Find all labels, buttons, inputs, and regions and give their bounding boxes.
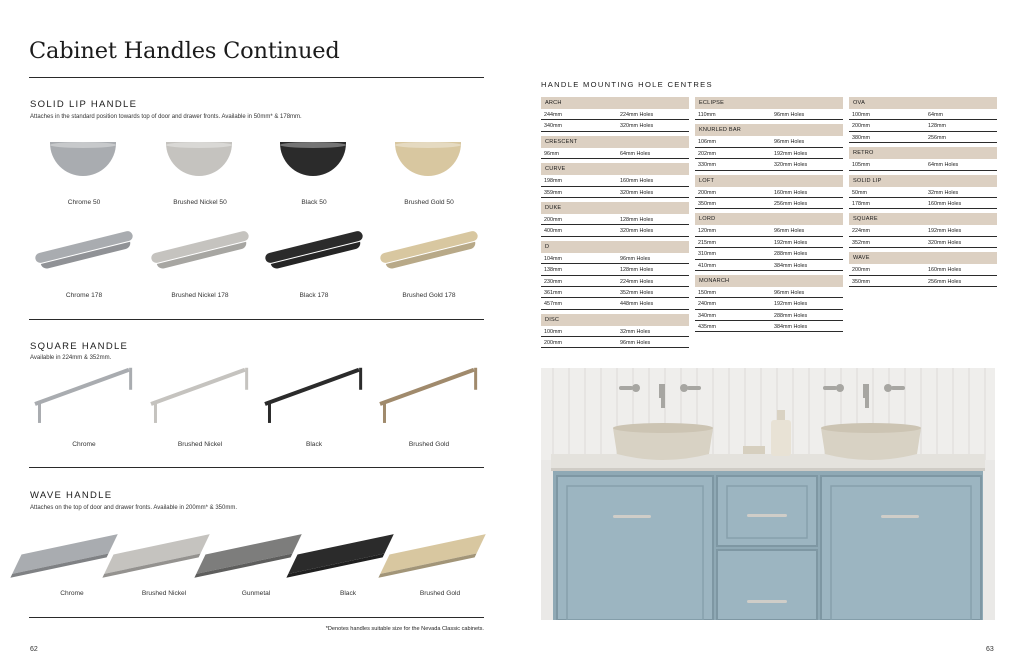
handle-length: 105mm	[852, 162, 870, 169]
group-header: LORD	[695, 213, 843, 225]
solid-lip-handle-image	[280, 142, 346, 176]
table-row	[849, 120, 997, 131]
table-row	[695, 148, 843, 159]
table-row	[695, 109, 843, 120]
square-handle-image	[34, 368, 129, 406]
hole-centre: 96mm Holes	[774, 289, 805, 296]
handle-length: 350mm	[698, 200, 716, 207]
handle-group-eclipse	[695, 97, 843, 120]
handle-length: 380mm	[852, 134, 870, 141]
hole-centre: 224mm Holes	[620, 278, 654, 285]
handle-length: 200mm	[544, 340, 562, 347]
table-row	[541, 253, 689, 264]
table-row	[695, 310, 843, 321]
handle-group-crescent	[541, 136, 689, 159]
hole-centre: 192mm Holes	[774, 150, 808, 157]
handle-length: 352mm	[852, 239, 870, 246]
table-row	[541, 326, 689, 337]
handle-length: 106mm	[698, 139, 716, 146]
vanity-illustration	[541, 368, 995, 620]
section-divider	[29, 319, 484, 320]
solid-lip-handle-image	[166, 142, 232, 176]
table-row	[849, 237, 997, 248]
hole-centre: 160mm Holes	[620, 178, 654, 185]
product-caption: Brushed Nickel 178	[171, 292, 229, 299]
hole-centre: 288mm Holes	[774, 251, 808, 258]
table-row	[695, 187, 843, 198]
table-row	[849, 276, 997, 287]
square-handle-image	[150, 368, 245, 406]
handle-length: 410mm	[698, 262, 716, 269]
product-caption: Gunmetal	[241, 590, 271, 597]
hole-centre: 96mm Holes	[620, 340, 651, 347]
hole-centre: 352mm Holes	[620, 289, 654, 296]
product-chrome-178	[29, 228, 139, 302]
solid-lip-description: Attaches in the standard position towards top of door and drawer fronts. Available in 50mm* & 178mm.	[30, 114, 302, 120]
handle-length: 96mm	[544, 150, 559, 157]
wave-description: Attaches on the top of door and drawer fronts. Available in 200mm* & 350mm.	[30, 505, 238, 511]
handle-length: 435mm	[698, 324, 716, 331]
table-row	[695, 298, 843, 309]
handle-length: 200mm	[852, 123, 870, 130]
handle-length: 310mm	[698, 251, 716, 258]
product-brushed-gold	[374, 368, 484, 451]
solid-lip-handle-image	[50, 142, 116, 176]
wave-handle-image	[104, 534, 210, 574]
handle-length: 202mm	[698, 150, 716, 157]
handle-length: 330mm	[698, 162, 716, 169]
group-header: CRESCENT	[541, 136, 689, 148]
handle-group-d	[541, 241, 689, 310]
hole-centre: 320mm Holes	[928, 239, 962, 246]
handle-length: 340mm	[544, 123, 562, 130]
wave-handle-image	[196, 534, 302, 574]
handle-length: 359mm	[544, 189, 562, 196]
group-header: KNURLED BAR	[695, 124, 843, 136]
handle-group-wave	[849, 252, 997, 287]
table-row	[541, 298, 689, 309]
product-brushed-gold-50	[374, 138, 484, 209]
product-black	[259, 368, 369, 451]
table-row	[849, 132, 997, 143]
group-header: CURVE	[541, 163, 689, 175]
solid-lip-bar-image	[150, 230, 249, 264]
hole-centre: 256mm	[928, 134, 946, 141]
table-column-1	[541, 97, 689, 352]
wave-handle-image	[12, 534, 118, 574]
handle-group-monarch	[695, 275, 843, 333]
handle-length: 361mm	[544, 289, 562, 296]
handle-group-retro	[849, 147, 997, 170]
group-header: DISC	[541, 314, 689, 326]
handle-group-ova	[849, 97, 997, 143]
table-row	[695, 237, 843, 248]
group-header: ARCH	[541, 97, 689, 109]
table-row	[541, 148, 689, 159]
hole-centre: 448mm Holes	[620, 301, 654, 308]
table-row	[541, 120, 689, 131]
hole-centre: 256mm Holes	[928, 278, 962, 285]
title-divider	[29, 77, 484, 78]
handle-length: 230mm	[544, 278, 562, 285]
table-row	[695, 159, 843, 170]
handle-group-disc	[541, 314, 689, 349]
hole-centre: 128mm Holes	[620, 216, 654, 223]
handle-length: 110mm	[698, 112, 716, 118]
hole-centre: 160mm Holes	[928, 267, 962, 274]
handle-length: 457mm	[544, 301, 562, 308]
table-row	[695, 287, 843, 298]
table-row	[541, 276, 689, 287]
table-row	[541, 287, 689, 298]
table-row	[695, 321, 843, 332]
solid-lip-bar-image	[264, 230, 363, 264]
product-brushed-gold-178	[374, 228, 484, 302]
solid-lip-bar-image	[379, 230, 478, 264]
handle-length: 138mm	[544, 267, 562, 274]
wave-handle-image	[380, 534, 486, 574]
product-brushed-nickel	[145, 368, 255, 451]
product-caption: Brushed Nickel	[177, 441, 223, 448]
group-header: SOLID LIP	[849, 175, 997, 187]
hole-centre: 384mm Holes	[774, 324, 808, 331]
table-column-3	[849, 97, 997, 291]
footnote: *Denotes handles suitable size for the Nevada Classic cabinets.	[325, 626, 484, 632]
table-row	[541, 225, 689, 236]
page-number-right: 63	[986, 646, 994, 653]
vanity-photo	[541, 368, 995, 620]
hole-centre: 96mm Holes	[774, 139, 805, 146]
handle-length: 100mm	[852, 112, 870, 118]
hole-centre: 192mm Holes	[774, 239, 808, 246]
handle-group-arch	[541, 97, 689, 132]
product-caption: Black	[305, 441, 323, 448]
table-row	[541, 264, 689, 275]
hole-centre: 320mm Holes	[620, 228, 654, 235]
group-header: DUKE	[541, 202, 689, 214]
hole-centre: 96mm Holes	[620, 255, 651, 262]
square-heading: SQUARE HANDLE	[30, 341, 129, 352]
product-caption: Brushed Nickel 50	[173, 199, 227, 206]
group-header: D	[541, 241, 689, 253]
handle-group-duke	[541, 202, 689, 237]
handle-length: 240mm	[698, 301, 716, 308]
handle-group-solid-lip	[849, 175, 997, 210]
handle-group-lord	[695, 213, 843, 271]
product-black-178	[259, 228, 369, 302]
product-caption: Black 178	[299, 292, 329, 299]
handle-length: 50mm	[852, 189, 867, 196]
hole-centre: 32mm Holes	[620, 328, 651, 335]
section-divider	[29, 467, 484, 468]
handle-length: 104mm	[544, 255, 562, 262]
group-header: SQUARE	[849, 213, 997, 225]
table-row	[695, 198, 843, 209]
handle-group-square	[849, 213, 997, 248]
hole-centre: 32mm Holes	[928, 189, 959, 196]
product-chrome	[29, 368, 139, 451]
handle-group-knurled-bar	[695, 124, 843, 170]
table-row	[541, 214, 689, 225]
hole-centre: 224mm Holes	[620, 112, 654, 118]
table-row	[849, 198, 997, 209]
square-handle-image	[264, 368, 359, 406]
handle-length: 198mm	[544, 178, 562, 185]
table-row	[849, 225, 997, 236]
product-black-50	[259, 138, 369, 209]
footer-divider	[29, 617, 484, 618]
group-header: MONARCH	[695, 275, 843, 287]
hole-centre: 192mm Holes	[774, 301, 808, 308]
table-row	[541, 187, 689, 198]
handle-group-loft	[695, 175, 843, 210]
handle-length: 178mm	[852, 200, 870, 207]
hole-centre: 160mm Holes	[928, 200, 962, 207]
product-caption: Brushed Gold	[419, 590, 461, 597]
table-row	[849, 109, 997, 120]
product-chrome-50	[29, 138, 139, 209]
table-column-2	[695, 97, 843, 336]
handle-length: 120mm	[698, 228, 716, 235]
hole-centre: 64mm	[928, 112, 943, 118]
solid-lip-heading: SOLID LIP HANDLE	[30, 99, 138, 110]
solid-lip-handle-image	[395, 142, 461, 176]
solid-lip-bar-image	[34, 230, 133, 264]
hole-centre: 128mm	[928, 123, 946, 130]
product-caption: Brushed Gold 178	[402, 292, 456, 299]
product-caption: Chrome	[72, 441, 96, 448]
handle-length: 100mm	[544, 328, 562, 335]
hole-centre: 96mm Holes	[774, 228, 805, 235]
table-row	[541, 175, 689, 186]
hole-centre: 64mm Holes	[620, 150, 651, 157]
table-row	[695, 136, 843, 147]
hole-centre: 128mm Holes	[620, 267, 654, 274]
handle-length: 350mm	[852, 278, 870, 285]
square-handle-image	[379, 368, 474, 406]
table-row	[695, 248, 843, 259]
product-caption: Brushed Gold 50	[404, 199, 454, 206]
table-row	[695, 225, 843, 236]
handle-group-curve	[541, 163, 689, 198]
product-caption: Black 50	[301, 199, 327, 206]
hole-centre: 64mm Holes	[928, 162, 959, 169]
product-brushed-gold	[385, 528, 495, 600]
square-description: Available in 224mm & 352mm.	[30, 355, 112, 361]
table-row	[849, 187, 997, 198]
group-header: RETRO	[849, 147, 997, 159]
table-heading: HANDLE MOUNTING HOLE CENTRES	[541, 80, 713, 89]
wave-heading: WAVE HANDLE	[30, 490, 113, 501]
product-caption: Chrome	[60, 590, 84, 597]
handle-length: 215mm	[698, 239, 716, 246]
group-header: LOFT	[695, 175, 843, 187]
wave-handle-image	[288, 534, 394, 574]
table-row	[849, 264, 997, 275]
handle-length: 200mm	[852, 267, 870, 274]
table-row	[695, 260, 843, 271]
hole-centre: 320mm Holes	[620, 123, 654, 130]
hole-centre: 96mm Holes	[774, 112, 805, 118]
product-caption: Brushed Nickel	[141, 590, 187, 597]
group-header: OVA	[849, 97, 997, 109]
handle-length: 150mm	[698, 289, 716, 296]
product-caption: Chrome 178	[65, 292, 103, 299]
product-caption: Black	[339, 590, 357, 597]
product-caption: Chrome 50	[67, 199, 101, 206]
handle-length: 200mm	[698, 189, 716, 196]
product-caption: Brushed Gold	[408, 441, 450, 448]
hole-centre: 320mm Holes	[774, 162, 808, 169]
hole-centre: 256mm Holes	[774, 200, 808, 207]
product-brushed-nickel-50	[145, 138, 255, 209]
page-number-left: 62	[30, 646, 38, 653]
handle-length: 244mm	[544, 112, 562, 118]
handle-length: 200mm	[544, 216, 562, 223]
hole-centre: 320mm Holes	[620, 189, 654, 196]
table-row	[849, 159, 997, 170]
handle-length: 340mm	[698, 312, 716, 319]
hole-centre: 160mm Holes	[774, 189, 808, 196]
hole-centre: 192mm Holes	[928, 228, 962, 235]
handle-length: 224mm	[852, 228, 870, 235]
table-row	[541, 337, 689, 348]
product-brushed-nickel-178	[145, 228, 255, 302]
hole-centre: 384mm Holes	[774, 262, 808, 269]
table-row	[541, 109, 689, 120]
handle-length: 400mm	[544, 228, 562, 235]
group-header: WAVE	[849, 252, 997, 264]
hole-centre: 288mm Holes	[774, 312, 808, 319]
group-header: ECLIPSE	[695, 97, 843, 109]
page-title: Cabinet Handles Continued	[29, 38, 340, 64]
